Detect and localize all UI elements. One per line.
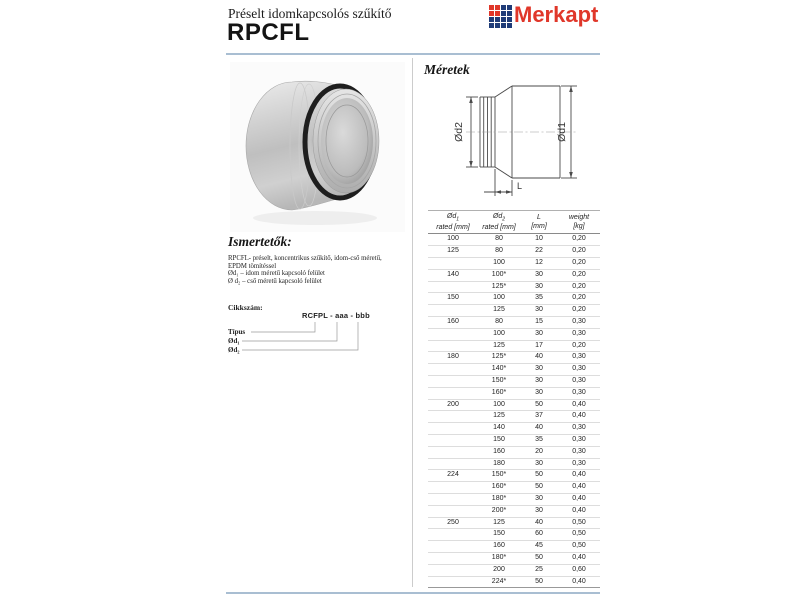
table-cell: 0,40 xyxy=(558,505,600,517)
header-rule xyxy=(226,53,600,55)
table-cell: 0,30 xyxy=(558,316,600,328)
meretek-heading: Méretek xyxy=(424,62,470,77)
table-row xyxy=(428,458,600,470)
description-line: EPDM tömítéssel xyxy=(228,262,277,270)
table-cell: 17 xyxy=(520,340,558,352)
table-cell: 0,30 xyxy=(558,434,600,446)
d2-dimension-label: Ød2 xyxy=(453,122,465,142)
table-cell xyxy=(428,482,478,494)
table-cell xyxy=(428,552,478,564)
table-cell xyxy=(428,328,478,340)
table-cell: 180* xyxy=(478,493,520,505)
table-cell: 35 xyxy=(520,434,558,446)
table-cell: 30 xyxy=(520,458,558,470)
table-cell: 200 xyxy=(478,564,520,576)
table-cell: 30 xyxy=(520,328,558,340)
table-cell: 60 xyxy=(520,529,558,541)
product-description xyxy=(228,255,414,285)
table-row xyxy=(428,364,600,376)
table-cell: 100 xyxy=(478,399,520,411)
table-row xyxy=(428,493,600,505)
table-cell: 150 xyxy=(478,529,520,541)
bottom-rule xyxy=(226,592,600,594)
table-cell: 160* xyxy=(478,387,520,399)
table-cell xyxy=(428,340,478,352)
table-cell: 180 xyxy=(478,458,520,470)
table-cell: 125 xyxy=(478,517,520,529)
table-cell xyxy=(428,411,478,423)
product-photo xyxy=(230,62,405,232)
table-cell: 0,40 xyxy=(558,552,600,564)
dimensions-table xyxy=(428,210,600,588)
table-cell: 45 xyxy=(520,541,558,553)
table-cell: 160 xyxy=(478,541,520,553)
table-cell: 0,40 xyxy=(558,482,600,494)
code-label-d1: Ød₁ xyxy=(228,337,240,345)
table-row xyxy=(428,529,600,541)
table-cell: 35 xyxy=(520,293,558,305)
table-cell: 125 xyxy=(478,305,520,317)
table-row xyxy=(428,316,600,328)
table-cell: 50 xyxy=(520,470,558,482)
table-row xyxy=(428,470,600,482)
table-cell: 100 xyxy=(478,257,520,269)
table-cell: 0,40 xyxy=(558,470,600,482)
table-cell: 80 xyxy=(478,234,520,246)
table-header-cell: $Ød_2$ rated [mm] xyxy=(478,211,520,234)
table-row xyxy=(428,269,600,281)
table-header-row xyxy=(428,211,600,234)
table-row xyxy=(428,328,600,340)
table-cell: 0,20 xyxy=(558,305,600,317)
table-header-cell: weight [kg] xyxy=(558,211,600,234)
table-cell: 180 xyxy=(428,352,478,364)
table-cell xyxy=(428,458,478,470)
table-row xyxy=(428,482,600,494)
table-cell: 0,30 xyxy=(558,375,600,387)
table-cell: 0,20 xyxy=(558,281,600,293)
table-cell: 200* xyxy=(478,505,520,517)
table-row xyxy=(428,234,600,246)
table-cell: 0,40 xyxy=(558,493,600,505)
merkapt-logo xyxy=(489,3,598,28)
table-cell: 125* xyxy=(478,352,520,364)
table-cell: 0,30 xyxy=(558,364,600,376)
dimension-drawing xyxy=(450,80,595,202)
table-cell: 25 xyxy=(520,564,558,576)
logo-grid-icon xyxy=(489,5,512,28)
table-cell: 160 xyxy=(428,316,478,328)
table-cell: 0,50 xyxy=(558,541,600,553)
table-header-cell: L [mm] xyxy=(520,211,558,234)
table-cell: 80 xyxy=(478,316,520,328)
table-cell: 200 xyxy=(428,399,478,411)
table-cell: 40 xyxy=(520,423,558,435)
table-cell: 0,40 xyxy=(558,399,600,411)
table-cell: 150* xyxy=(478,470,520,482)
table-cell: 30 xyxy=(520,281,558,293)
table-cell: 30 xyxy=(520,387,558,399)
table-cell: 160* xyxy=(478,482,520,494)
table-cell: 40 xyxy=(520,517,558,529)
table-cell xyxy=(428,281,478,293)
table-row xyxy=(428,375,600,387)
table-row xyxy=(428,352,600,364)
table-cell: 0,50 xyxy=(558,529,600,541)
table-cell xyxy=(428,505,478,517)
table-cell: 0,30 xyxy=(558,446,600,458)
table-row xyxy=(428,564,600,576)
table-row xyxy=(428,552,600,564)
table-header-cell: $Ød_1$ rated [mm] xyxy=(428,211,478,234)
table-cell: 15 xyxy=(520,316,558,328)
table-cell: 50 xyxy=(520,576,558,588)
table-cell: 0,40 xyxy=(558,576,600,588)
table-row xyxy=(428,576,600,588)
table-cell xyxy=(428,493,478,505)
table-cell: 180* xyxy=(478,552,520,564)
table-cell: 0,20 xyxy=(558,340,600,352)
d1-dimension-label: Ød1 xyxy=(556,122,568,142)
cikkszam-label: Cikkszám: xyxy=(228,303,263,312)
table-cell: 100 xyxy=(478,293,520,305)
table-cell: 100 xyxy=(428,234,478,246)
table-cell: 10 xyxy=(520,234,558,246)
table-cell: 0,30 xyxy=(558,423,600,435)
table-cell: 125* xyxy=(478,281,520,293)
table-cell: 0,40 xyxy=(558,411,600,423)
code-connector-lines xyxy=(228,300,418,360)
table-row xyxy=(428,246,600,258)
table-cell: 224 xyxy=(428,470,478,482)
table-cell xyxy=(428,305,478,317)
table-row xyxy=(428,517,600,529)
column-divider xyxy=(412,58,413,587)
table-cell: 160 xyxy=(478,446,520,458)
table-row xyxy=(428,423,600,435)
l-dimension-label: L xyxy=(517,181,523,191)
description-line: Ø d₂ – cső méretű kapcsoló felület xyxy=(228,277,322,285)
table-cell: 50 xyxy=(520,552,558,564)
table-cell: 250 xyxy=(428,517,478,529)
table-cell: 37 xyxy=(520,411,558,423)
table-cell xyxy=(428,364,478,376)
table-cell: 140 xyxy=(478,423,520,435)
table-row xyxy=(428,446,600,458)
table-cell: 0,20 xyxy=(558,234,600,246)
table-cell: 0,30 xyxy=(558,458,600,470)
table-cell: 50 xyxy=(520,482,558,494)
table-row xyxy=(428,387,600,399)
table-row xyxy=(428,434,600,446)
table-cell: 22 xyxy=(520,246,558,258)
table-cell: 125 xyxy=(478,411,520,423)
table-cell: 0,30 xyxy=(558,328,600,340)
table-row xyxy=(428,411,600,423)
table-cell: 0,30 xyxy=(558,387,600,399)
table-row xyxy=(428,340,600,352)
table-cell: 150 xyxy=(428,293,478,305)
description-line: Ød₁ – idom méretű kapcsoló felület xyxy=(228,270,325,278)
table-cell: 40 xyxy=(520,352,558,364)
table-cell: 30 xyxy=(520,269,558,281)
table-cell xyxy=(428,257,478,269)
table-row xyxy=(428,505,600,517)
table-cell: 0,50 xyxy=(558,517,600,529)
table-cell: 30 xyxy=(520,505,558,517)
table-cell xyxy=(428,434,478,446)
table-cell: 224* xyxy=(478,576,520,588)
table-cell: 30 xyxy=(520,375,558,387)
page-title: RPCFL xyxy=(227,19,310,46)
ismertetok-heading: Ismertetők: xyxy=(228,234,292,249)
table-cell xyxy=(428,423,478,435)
table-cell: 150* xyxy=(478,375,520,387)
table-cell: 30 xyxy=(520,364,558,376)
description-line: RPCFL- préselt, koncentrikus szűkítő, idom-cső méretű, xyxy=(228,255,382,262)
table-cell: 80 xyxy=(478,246,520,258)
table-cell: 100* xyxy=(478,269,520,281)
code-label-tipus: Típus xyxy=(228,328,246,336)
table-cell: 125 xyxy=(428,246,478,258)
dimensions-table-wrap xyxy=(428,210,600,588)
table-cell: 150 xyxy=(478,434,520,446)
table-row xyxy=(428,305,600,317)
table-cell: 140* xyxy=(478,364,520,376)
table-cell: 20 xyxy=(520,446,558,458)
table-cell: 0,20 xyxy=(558,246,600,258)
table-cell: 30 xyxy=(520,305,558,317)
table-cell xyxy=(428,375,478,387)
code-label-d2: Ød₂ xyxy=(228,346,240,354)
product-code: RCFPL - aaa - bbb xyxy=(302,311,370,320)
table-cell xyxy=(428,387,478,399)
table-cell xyxy=(428,446,478,458)
table-cell: 0,20 xyxy=(558,269,600,281)
table-cell: 0,60 xyxy=(558,564,600,576)
table-row xyxy=(428,257,600,269)
table-cell: 0,30 xyxy=(558,352,600,364)
table-row xyxy=(428,293,600,305)
table-cell: 30 xyxy=(520,493,558,505)
table-cell: 0,20 xyxy=(558,257,600,269)
table-cell xyxy=(428,564,478,576)
table-row xyxy=(428,399,600,411)
table-cell: 50 xyxy=(520,399,558,411)
header-subtitle: Préselt idomkapcsolós szűkítő xyxy=(228,6,392,21)
logo-text: Merkapt xyxy=(514,2,599,27)
table-cell: 125 xyxy=(478,340,520,352)
table-cell xyxy=(428,529,478,541)
table-cell: 12 xyxy=(520,257,558,269)
table-cell xyxy=(428,576,478,588)
table-cell xyxy=(428,541,478,553)
table-cell: 140 xyxy=(428,269,478,281)
table-cell: 100 xyxy=(478,328,520,340)
table-cell: 0,20 xyxy=(558,293,600,305)
table-row xyxy=(428,541,600,553)
table-row xyxy=(428,281,600,293)
